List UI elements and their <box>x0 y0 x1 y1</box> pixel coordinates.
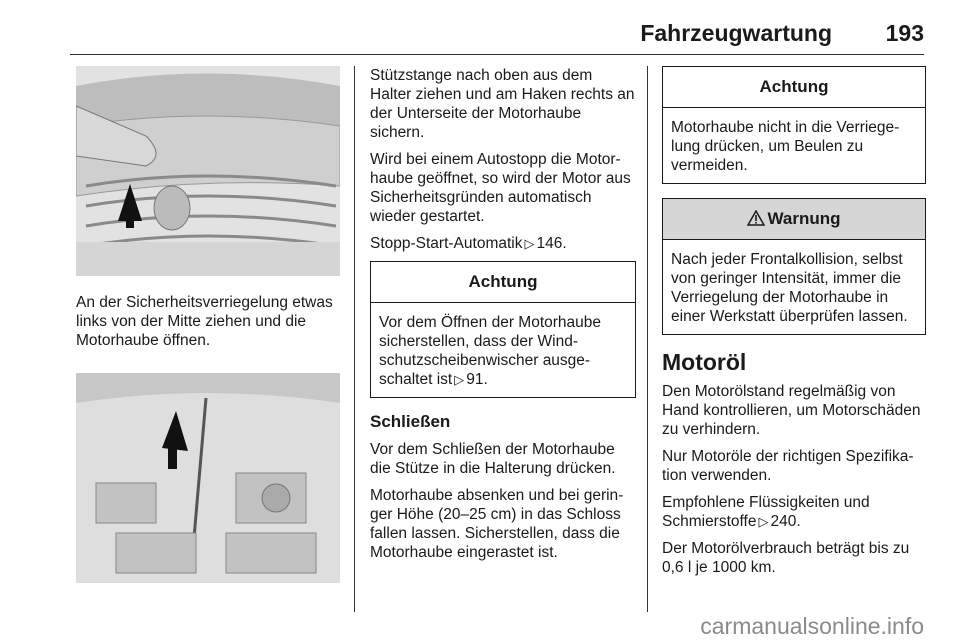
page-number: 193 <box>885 20 924 46</box>
figure-hood-release <box>76 66 340 276</box>
column-divider-1 <box>354 66 355 612</box>
figure-caption: An der Sicherheitsverriegelung etwas links von der Mitte ziehen und die Motorhaube öffnen. <box>76 294 333 349</box>
reference-text: Empfohlene Flüssigkeiten und Schmierstoffe <box>662 494 870 530</box>
reference-text: Stopp-Start-Automatik <box>370 235 523 252</box>
page-reference-arrow-icon: ▷ <box>758 514 769 529</box>
warning-body: Nach jeder Frontalkollision, selbst von geringer Intensität, immer die Verriegelung der Motorhaube in einer Werkstatt überprüfen lassen. <box>671 251 908 325</box>
warning-title-text: Warnung <box>767 209 841 228</box>
header-title: Fahrzeugwartung <box>640 20 832 46</box>
paragraph: Nur Motoröle der richtigen Spezifikation verwenden. <box>662 448 914 484</box>
caution-box <box>662 66 926 184</box>
warning-title <box>663 199 925 240</box>
illustration-hood-release-icon <box>76 66 340 276</box>
page-reference[interactable]: 91. <box>466 371 488 388</box>
paragraph: Vor dem Schließen der Motorhaube die Stütze in die Halterung drücken. <box>370 441 616 477</box>
warning-box <box>662 198 926 335</box>
illustration-engine-bay-icon <box>76 373 340 583</box>
caution-text: Vor dem Öffnen der Motorhaube sicherstellen, dass der Windschutzscheibenwischer ausgeschaltet ist <box>379 314 602 388</box>
paragraph: Stützstange nach oben aus dem Halter ziehen und am Haken rechts an der Unterseite der Motorhaube sichern. <box>370 67 635 141</box>
page-reference-arrow-icon: ▷ <box>454 372 465 387</box>
paragraph-with-reference <box>662 493 926 531</box>
paragraph: Der Motorölverbrauch beträgt bis zu 0,6 l je 1000 km. <box>662 540 910 576</box>
column-left <box>76 66 340 583</box>
paragraph: Motorhaube absenken und bei geringer Höhe (20–25 cm) in das Schloss fallen lassen. Sicherstellen, dass die Motorhaube eingerastet ist. <box>370 487 624 561</box>
caution-body: Motorhaube nicht in die Verriegelung drücken, um Beulen zu vermeiden. <box>671 119 900 174</box>
page-reference[interactable]: 146. <box>536 235 567 252</box>
column-right <box>662 66 926 585</box>
column-middle <box>370 66 636 570</box>
caution-title: Achtung <box>663 67 925 108</box>
page-reference[interactable]: 240. <box>770 513 801 530</box>
warning-triangle-icon <box>747 210 765 226</box>
section-heading: Motoröl <box>662 349 747 375</box>
column-divider-2 <box>647 66 648 612</box>
figure-support-rod <box>76 373 340 583</box>
paragraph-with-reference <box>370 234 636 253</box>
section-heading: Schließen <box>370 412 451 431</box>
caution-box <box>370 261 636 398</box>
header-divider <box>70 54 924 55</box>
paragraph: Den Motorölstand regelmäßig von Hand kontrollieren, um Motorschäden zu verhindern. <box>662 383 921 438</box>
caution-body <box>371 303 635 397</box>
watermark: carmanualsonline.info <box>700 613 924 639</box>
page-reference-arrow-icon: ▷ <box>524 236 535 251</box>
paragraph: Wird bei einem Autostopp die Motorhaube geöffnet, so wird der Motor aus Sicherheitsgründen automatisch wieder gestartet. <box>370 151 631 225</box>
caution-title: Achtung <box>371 262 635 303</box>
